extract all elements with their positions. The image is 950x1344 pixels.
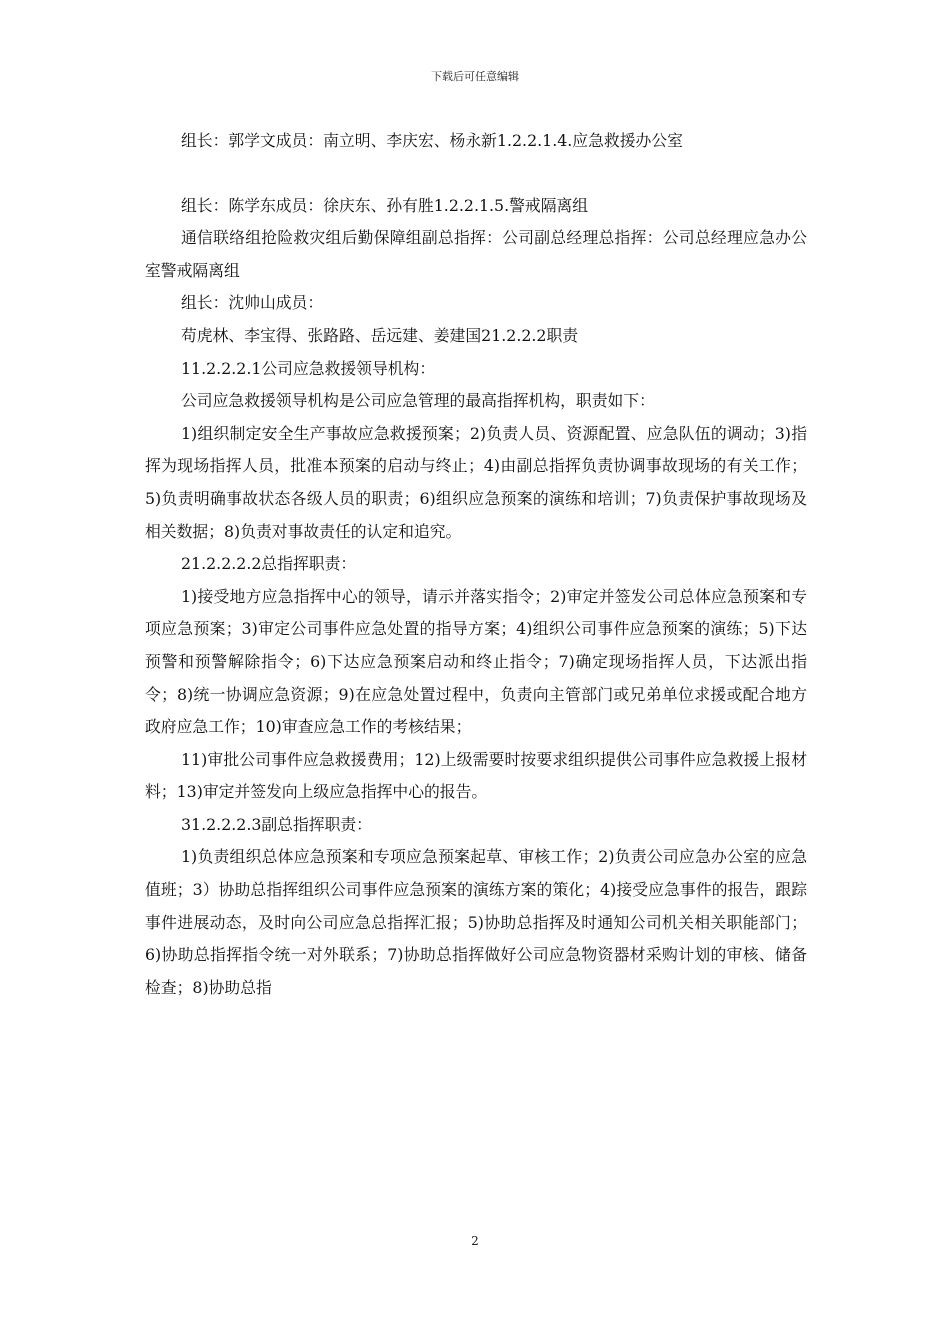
paragraph-3: 通信联络组抢险救灾组后勤保障组副总指挥：公司副总经理总指挥：公司总经理应急办公室警戒隔离组 — [145, 228, 807, 280]
paragraph-9: 21.2.2.2.2总指挥职责： — [181, 554, 357, 574]
paragraph-6: 11.2.2.2.1公司应急救援领导机构： — [181, 358, 436, 378]
paragraph-1: 组长：郭学文成员：南立明、李庆宏、杨永新1.2.2.1.4.应急救援办公室 — [181, 131, 683, 150]
paragraph-8: 1)组织制定安全生产事故应急救援预案；2)负责人员、资源配置、应急队伍的调动；3)指挥为现场指挥人员，批准本预案的启动与终止；4)由副总指挥负责协调事故现场的有关工作；5)负责明确事故状态各级人员的职责；6)组织应急预案的演练和培训；7)负责保护事故现场及相关数据；8)负责对事故责任的认定和追究。 — [145, 423, 807, 541]
paragraph-7: 公司应急救援领导机构是公司应急管理的最高指挥机构，职责如下： — [181, 391, 655, 411]
paragraph-2: 组长：陈学东成员：徐庆东、孙有胜1.2.2.1.5.警戒隔离组 — [181, 195, 589, 215]
paragraph-4: 组长：沈帅山成员： — [181, 293, 324, 313]
document-body — [145, 125, 807, 1004]
paragraph-11: 11)审批公司事件应急救援费用；12)上级需要时按要求组织提供公司事件应急救援上报材料；13)审定并签发向上级应急指挥中心的报告。 — [145, 749, 807, 802]
paragraph-13: 1)负责组织总体应急预案和专项应急预案起草、审核工作；2)负责公司应急办公室的应急值班；3）协助总指挥组织公司事件应急预案的演练方案的策化；4)接受应急事件的报告，跟踪事件进展动态，及时向公司应急总指挥汇报；5)协助总指挥及时通知公司机关相关职能部门；6)协助总指挥指令统一对外联系；7)协助总指挥做好公司应急物资器材采购计划的审核、储备检查；8)协助总指 — [145, 847, 807, 997]
paragraph-10: 1)接受地方应急指挥中心的领导，请示并落实指令；2)审定并签发公司总体应急预案和专项应急预案；3)审定公司事件应急处置的指导方案；4)组织公司事件应急预案的演练；5)下达预警和预警解除指令；6)下达应急预案启动和终止指令；7)确定现场指挥人员，下达派出指令；8)统一协调应急资源；9)在应急处置过程中，负责向主管部门或兄弟单位求援或配合地方政府应急工作；10)审查应急工作的考核结果； — [145, 586, 807, 737]
page-header: 下载后可任意编辑 — [431, 70, 519, 83]
paragraph-12: 31.2.2.2.3副总指挥职责： — [181, 814, 372, 834]
paragraph-5: 苟虎林、李宝得、张路路、岳远建、姜建国21.2.2.2职责 — [181, 325, 579, 345]
page-number: 2 — [471, 1234, 479, 1248]
